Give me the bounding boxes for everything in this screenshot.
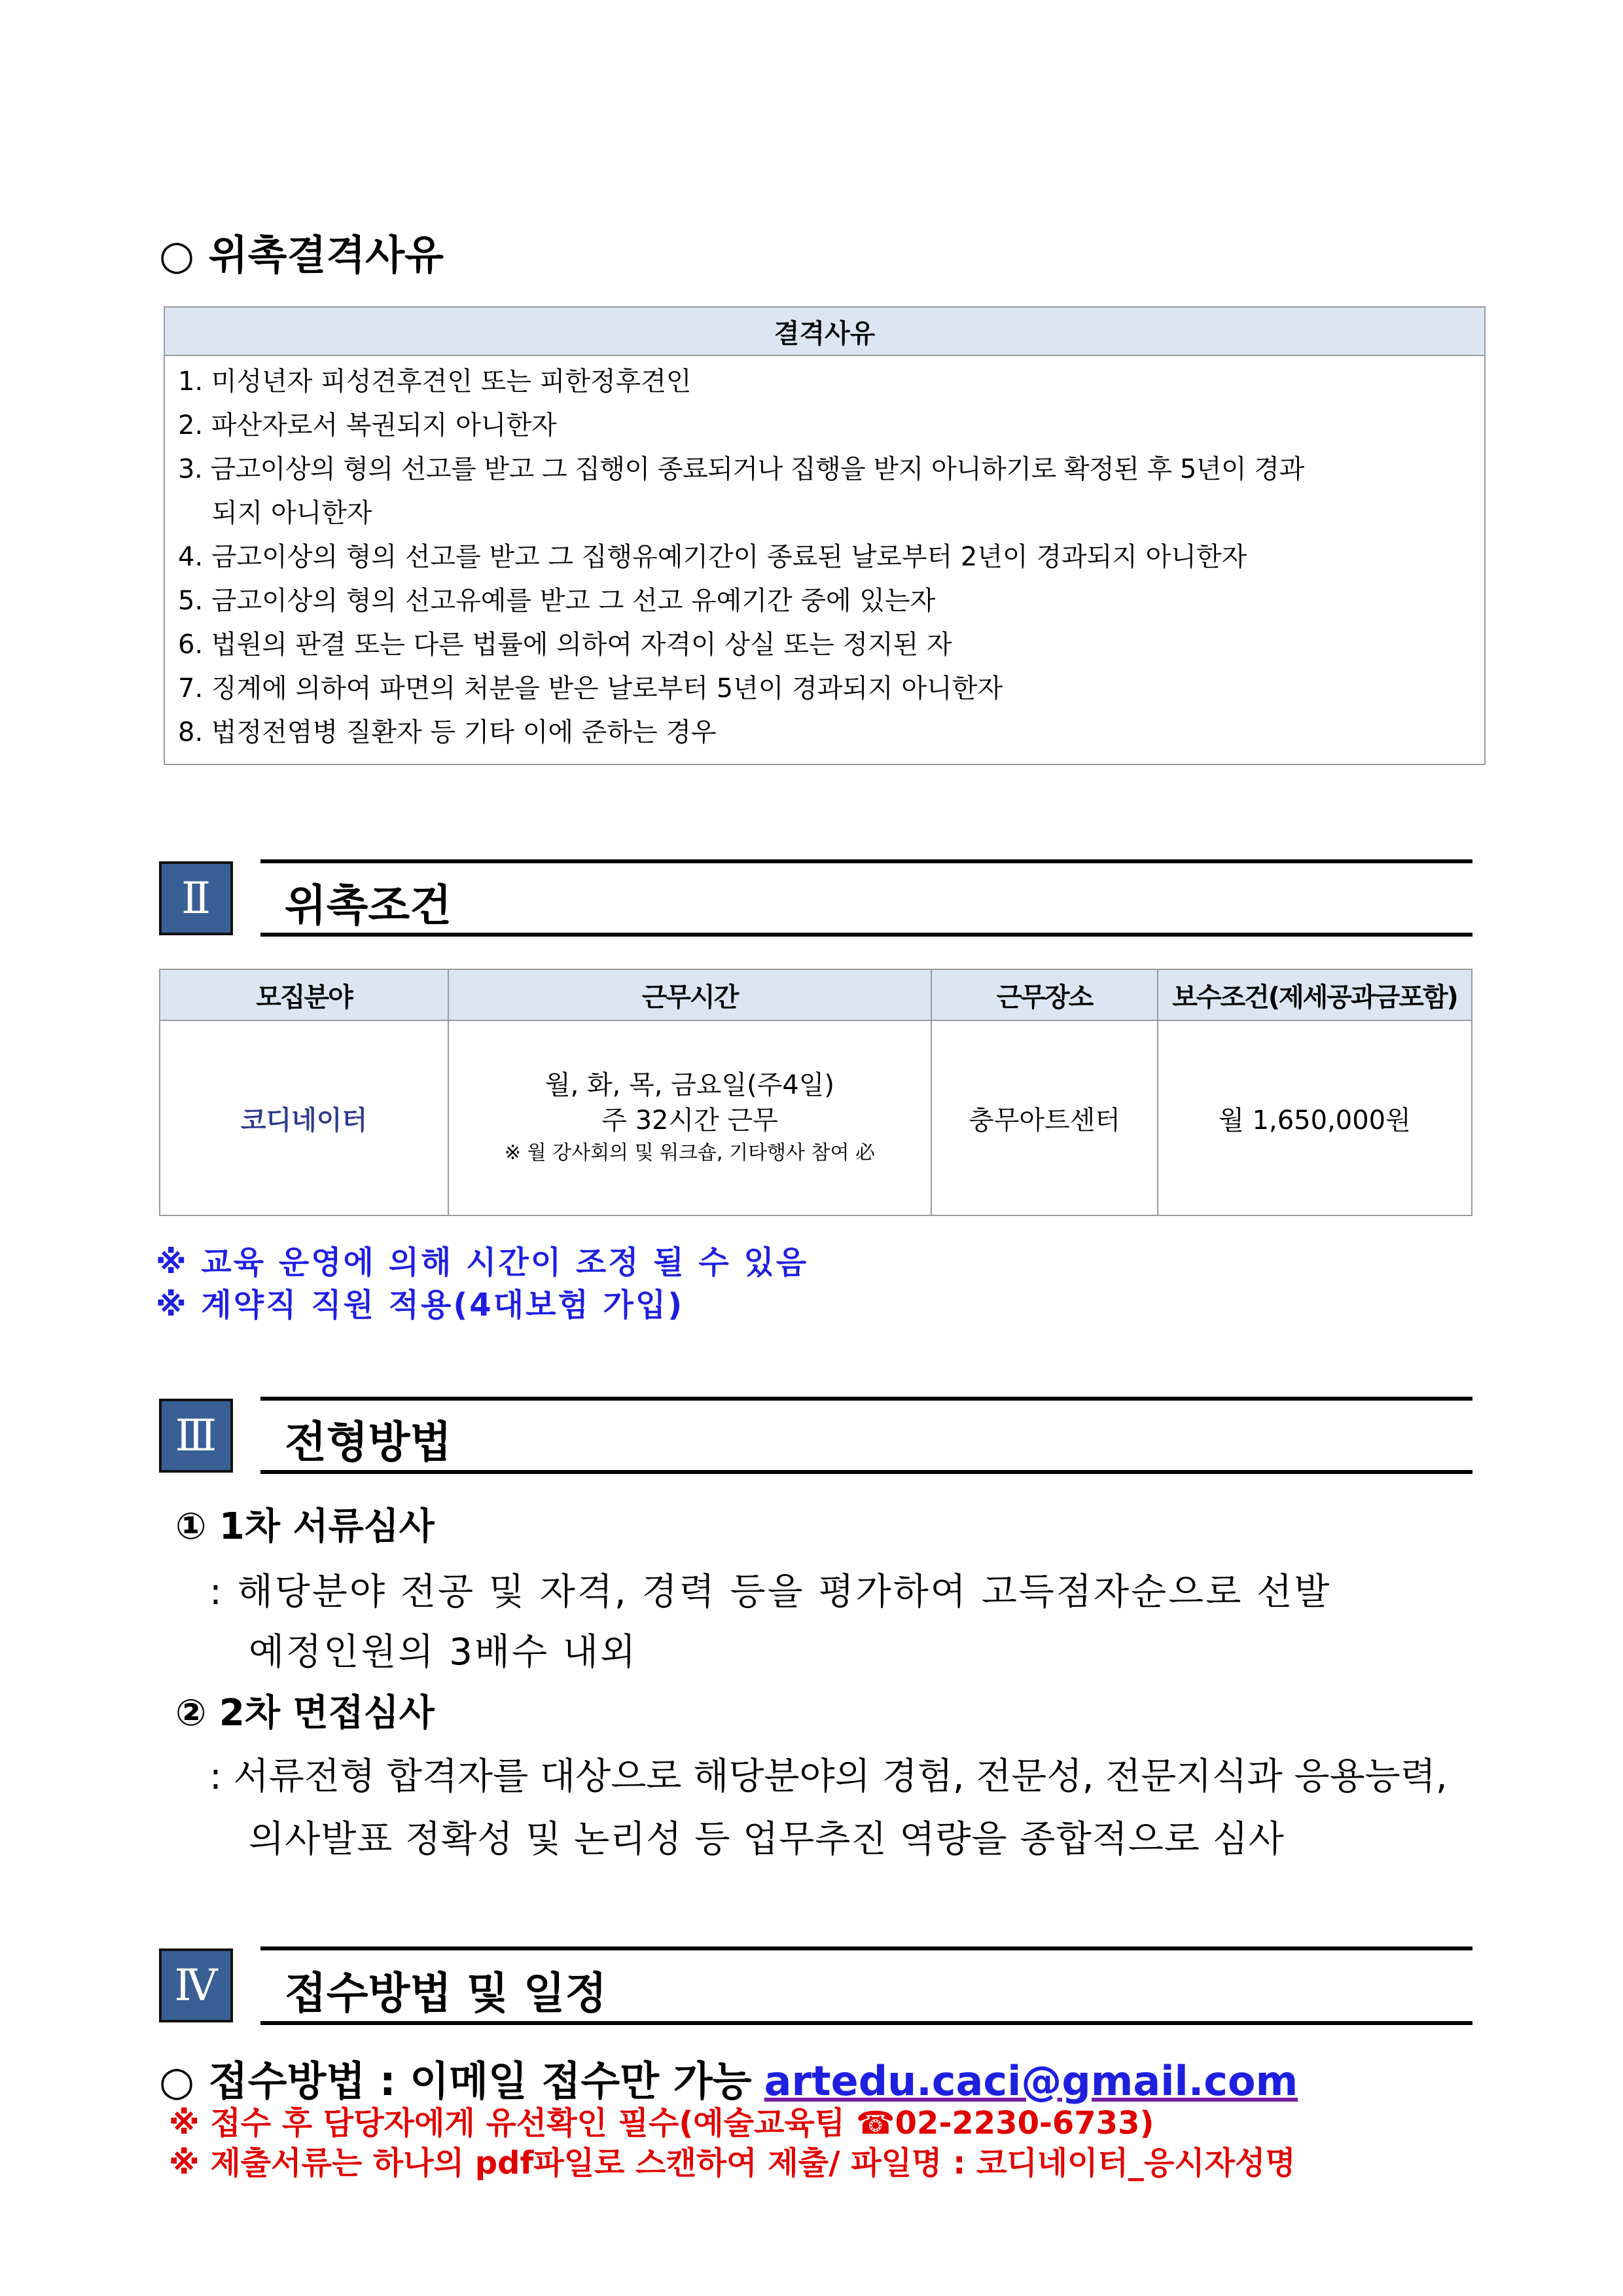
- list-item: 1. 미성년자 피성견후견인 또는 피한정후견인: [178, 367, 692, 397]
- list-item: 5. 금고이상의 형의 선고유예를 받고 그 선고 유예기간 중에 있는자: [178, 586, 936, 616]
- list-item-continued: 되지 아니한자: [212, 498, 372, 528]
- divider: [260, 933, 1472, 937]
- column-header: 근무시간: [448, 969, 931, 1020]
- note: ※ 제출서류는 하나의 pdf파일로 스캔하여 제출/ 파일명 : 코디네이터_응시자성명: [169, 2145, 1296, 2181]
- table-row: [160, 1020, 1472, 1215]
- hours-note: ※ 월 강사회의 및 워크숍, 기타행사 참여 必: [504, 1141, 876, 1164]
- divider: [260, 2021, 1472, 2025]
- list-item: 4. 금고이상의 형의 선고를 받고 그 집행유예기간이 종료된 날로부터 2년이 경과되지 아니한자: [178, 542, 1247, 572]
- step-description: : 해당분야 전공 및 자격, 경력 등을 평가하여 고득점자순으로 선발: [209, 1571, 1332, 1613]
- list-item: 7. 징계에 의하여 파면의 처분을 받은 날로부터 5년이 경과되지 아니한자: [178, 673, 1003, 704]
- list-item: 8. 법정전염병 질환자 등 기타 이에 준하는 경우: [178, 717, 717, 747]
- list-item: 3. 금고이상의 형의 선고를 받고 그 집행이 종료되거나 집행을 받지 아니하기로 확정된 후 5년이 경과: [178, 454, 1304, 484]
- section-number-badge: Ⅱ: [159, 861, 233, 935]
- disqualification-heading: ○ 위촉결격사유: [159, 231, 444, 279]
- section-number-badge: Ⅳ: [159, 1948, 233, 2022]
- email-link[interactable]: artedu.caci@gmail.com: [764, 2057, 1298, 2105]
- list-item: 6. 법원의 판결 또는 다른 법률에 의하여 자격이 상실 또는 정지된 자: [178, 630, 952, 660]
- note: ※ 접수 후 담당자에게 유선확인 필수(예술교육팀 ☎02-2230-6733): [169, 2105, 1154, 2142]
- disqualification-table: [164, 306, 1486, 765]
- place-cell: 충무아트센터: [931, 1020, 1158, 1215]
- table-header: 결격사유: [164, 307, 1485, 355]
- step-description: 의사발표 정확성 및 논리성 등 업무추진 역량을 종합적으로 심사: [249, 1818, 1285, 1861]
- hours-line: 월, 화, 목, 금요일(주4일): [544, 1070, 835, 1100]
- note: ※ 계약직 직원 적용(4대보험 가입): [156, 1287, 685, 1323]
- section-title: 전형방법: [285, 1417, 452, 1467]
- method-label: ○ 접수방법 : 이메일 접수만 가능: [159, 2057, 752, 2105]
- column-header: 근무장소: [931, 969, 1158, 1020]
- hours-cell: [448, 1020, 931, 1215]
- step-description: 예정인원의 3배수 내외: [249, 1631, 638, 1674]
- divider: [260, 859, 1472, 863]
- hours-line: 주 32시간 근무: [601, 1105, 778, 1136]
- section-title: 위촉조건: [285, 880, 452, 931]
- column-header: 보수조건(제세공과금포함): [1158, 969, 1472, 1020]
- pay-cell: 월 1,650,000원: [1158, 1020, 1472, 1215]
- divider: [260, 1470, 1472, 1474]
- divider: [260, 1946, 1472, 1950]
- field-cell: 코디네이터: [160, 1020, 448, 1215]
- conditions-table: [159, 969, 1472, 1216]
- list-item: 2. 파산자로서 복권되지 아니한자: [178, 410, 557, 440]
- step-description: : 서류전형 합격자를 대상으로 해당분야의 경험, 전문성, 전문지식과 응용능력,: [209, 1755, 1448, 1798]
- column-header: 모집분야: [160, 969, 448, 1020]
- section-number-badge: Ⅲ: [159, 1399, 233, 1473]
- step-title: ① 1차 서류심사: [175, 1505, 435, 1548]
- divider: [260, 1397, 1472, 1401]
- note: ※ 교육 운영에 의해 시간이 조정 될 수 있음: [156, 1244, 809, 1281]
- section-title: 접수방법 및 일정: [285, 1968, 607, 2018]
- step-title: ② 2차 면접심사: [175, 1692, 435, 1734]
